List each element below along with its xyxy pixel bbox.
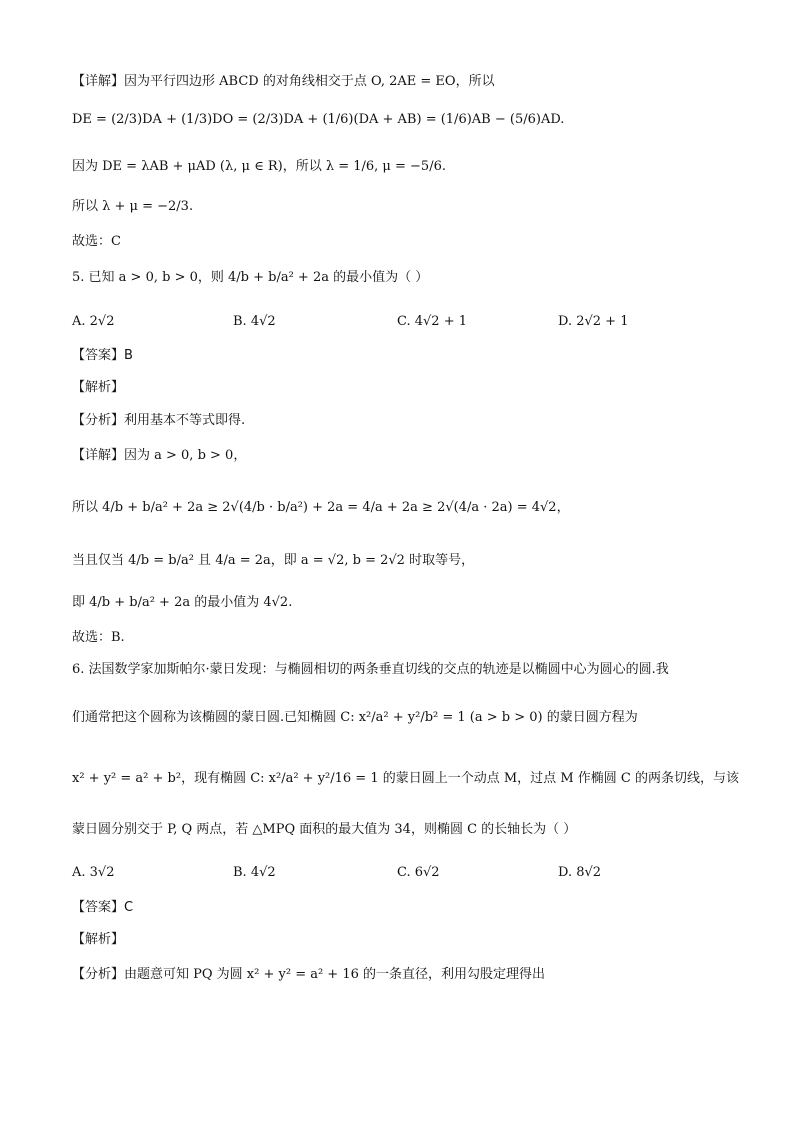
q6-analysis: 【分析】由题意可知 PQ 为圆 x² + y² = a² + 16 的一条直径，利用勾股定理得出 [72, 967, 546, 982]
q5-detail-1: 【详解】因为 a > 0, b > 0， [72, 448, 247, 463]
prev-detail-line-1: 【详解】因为平行四边形 ABCD 的对角线相交于点 O, 2AE = EO，所以 [72, 74, 495, 89]
prev-detail-line-2: DE = (2/3)DA + (1/3)DO = (2/3)DA + (1/6)(DA + AB) = (1/6)AB − (5/6)AD. [72, 112, 565, 127]
q5-option-b: B. 4√2 [233, 314, 276, 329]
q5-stem: 5. 已知 a > 0, b > 0，则 4/b + b/a² + 2a 的最小值为（ ） [72, 270, 429, 285]
q6-stem-line-2: 们通常把这个圆称为该椭圆的蒙日圆.已知椭圆 C: x²/a² + y²/b² = 1 (a > b > 0) 的蒙日圆方程为 [72, 710, 638, 725]
q6-option-c: C. 6√2 [397, 865, 440, 880]
q6-analysis-head: 【解析】 [72, 932, 125, 947]
q6-answer: 【答案】C [72, 900, 134, 915]
q5-choose: 故选：B. [72, 630, 125, 645]
q5-option-c: C. 4√2 + 1 [397, 314, 468, 329]
q6-option-d: D. 8√2 [558, 865, 602, 880]
q6-stem-line-3: x² + y² = a² + b²，现有椭圆 C: x²/a² + y²/16 = 1 的蒙日圆上一个动点 M，过点 M 作椭圆 C 的两条切线，与该 [72, 771, 739, 786]
q5-option-a: A. 2√2 [72, 314, 115, 329]
q5-detail-3: 当且仅当 4/b = b/a² 且 4/a = 2a，即 a = √2, b = 2√2 时取等号， [72, 553, 475, 568]
q5-detail-2: 所以 4/b + b/a² + 2a ≥ 2√(4/b · b/a²) + 2a = 4/a + 2a ≥ 2√(4/a · 2a) = 4√2， [72, 500, 570, 515]
prev-detail-line-4: 所以 λ + μ = −2/3. [72, 199, 194, 214]
q5-answer: 【答案】B [72, 348, 133, 363]
prev-detail-line-3: 因为 DE = λAB + μAD (λ, μ ∈ R)，所以 λ = 1/6, μ = −5/6. [72, 159, 446, 174]
q6-option-a: A. 3√2 [72, 865, 115, 880]
q5-option-d: D. 2√2 + 1 [558, 314, 629, 329]
q6-option-b: B. 4√2 [233, 865, 276, 880]
q6-stem-line-4: 蒙日圆分别交于 P, Q 两点，若 △MPQ 面积的最大值为 34，则椭圆 C 的长轴长为（ ） [72, 822, 577, 837]
q6-stem-line-1: 6. 法国数学家加斯帕尔·蒙日发现：与椭圆相切的两条垂直切线的交点的轨迹是以椭圆中心为圆心的圆.我 [72, 662, 669, 677]
q5-analysis: 【分析】利用基本不等式即得. [72, 413, 246, 428]
q5-detail-4: 即 4/b + b/a² + 2a 的最小值为 4√2. [72, 595, 293, 610]
q5-analysis-head: 【解析】 [72, 380, 125, 395]
prev-choose-line: 故选：C [72, 234, 121, 249]
